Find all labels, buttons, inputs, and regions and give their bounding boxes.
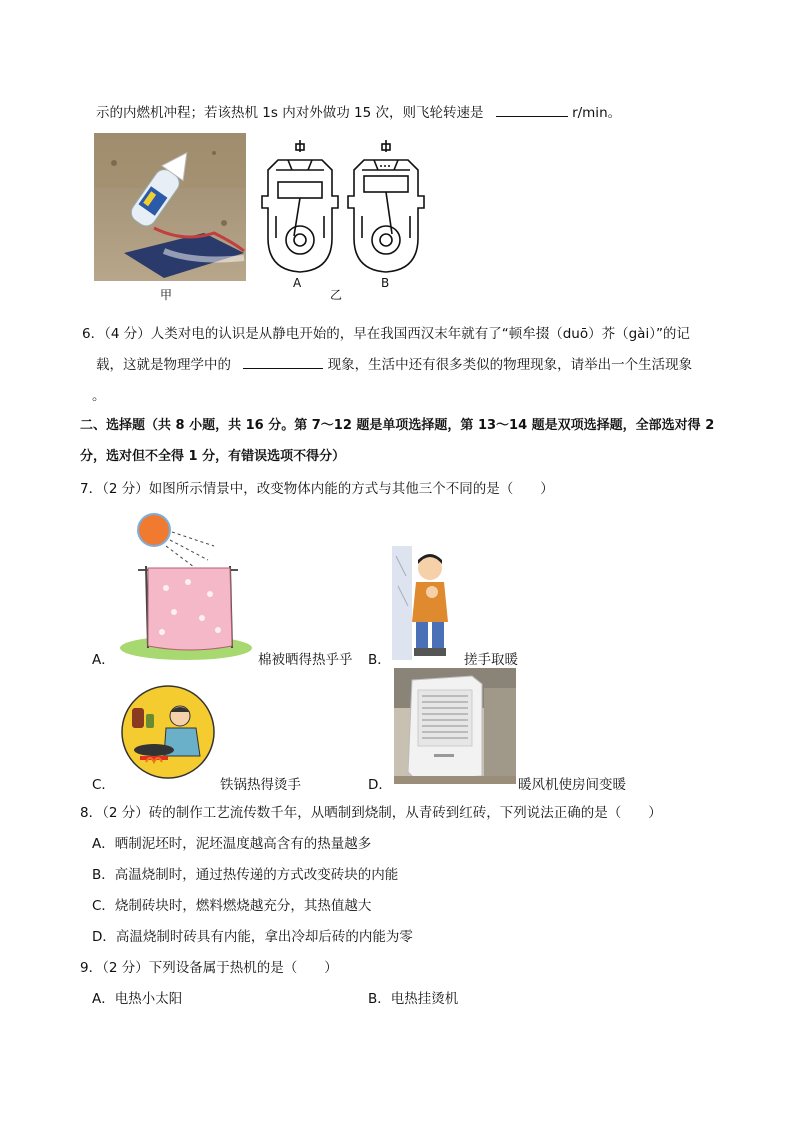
q8-option-d[interactable]: D．高温烧制时砖具有内能，拿出冷却后砖的内能为零 [92, 929, 413, 945]
figure-yi-engine-diagrams [258, 138, 434, 278]
section2-header-line1: 二、选择题（共 8 小题，共 16 分。第 7～12 题是单项选择题，第 13～14 题是双项选择题，全部选对得 2 [80, 418, 715, 433]
figure-label-b: B [381, 276, 390, 290]
q7-option-c-letter[interactable]: C． [92, 777, 115, 793]
q6-text-before: 载，这就是物理学中的 [96, 357, 231, 373]
q7-option-d-image [394, 668, 516, 784]
figure-label-yi: 乙 [330, 288, 343, 302]
q5-answer-blank[interactable] [496, 102, 568, 117]
figure-label-a: A [293, 276, 302, 290]
q5-text: 示的内燃机冲程；若该热机 1s 内对外做功 15 次，则飞轮转速是 [96, 105, 484, 121]
q7-stem: 7．（2 分）如图所示情景中，改变物体内能的方式与其他三个不同的是（ ） [80, 481, 554, 497]
figure-label-jia: 甲 [160, 288, 173, 302]
q7-option-b-letter[interactable]: B． [368, 652, 391, 668]
cylinder-a-icon [262, 140, 338, 272]
quilt-sun-illustration [118, 508, 254, 660]
q6-answer-blank[interactable] [243, 354, 323, 369]
q7-option-a-letter[interactable]: A． [92, 652, 115, 668]
q7-option-a-caption: 棉被晒得热乎乎 [258, 652, 353, 668]
q7-option-b-caption: 搓手取暖 [464, 652, 518, 668]
q6-line3: 。 [92, 388, 106, 404]
q7-option-d-caption: 暖风机使房间变暖 [518, 777, 626, 793]
rocket-photo-illustration [94, 133, 246, 281]
q7-option-b-image [392, 546, 458, 660]
q8-option-c[interactable]: C．烧制砖块时，燃料燃烧越充分，其热值越大 [92, 898, 372, 914]
q8-option-a[interactable]: A．晒制泥坯时，泥坯温度越高含有的热量越多 [92, 836, 372, 852]
q9-stem: 9．（2 分）下列设备属于热机的是（ ） [80, 960, 338, 976]
cylinder-b-icon [348, 140, 424, 272]
q7-option-d-letter[interactable]: D． [368, 777, 392, 793]
q9-option-a[interactable]: A．电热小太阳 [92, 991, 183, 1007]
q5-tail-line [96, 101, 621, 121]
q6-line1: 6．（4 分）人类对电的认识是从静电开始的，早在我国西汉末年就有了“顿牟掇（duō）芥（gài）”的记 [82, 326, 690, 342]
q8-stem: 8．（2 分）砖的制作工艺流传数千年，从晒制到烧制，从青砖到红砖，下列说法正确的是（ ） [80, 805, 662, 821]
engine-cylinders-illustration [258, 138, 434, 278]
q8-option-b[interactable]: B．高温烧制时，通过热传递的方式改变砖块的内能 [92, 867, 399, 883]
fan-heater-illustration [394, 668, 516, 784]
boy-rubbing-hands-illustration [392, 546, 458, 660]
q7-option-c-image [120, 684, 216, 780]
q7-option-a-image [118, 508, 254, 660]
figure-jia-rocket-photo [94, 133, 246, 281]
q5-unit: r/min。 [572, 105, 622, 121]
iron-wok-cooking-illustration [120, 684, 216, 780]
q9-option-b[interactable]: B．电热挂烫机 [368, 991, 459, 1007]
q6-line2 [96, 353, 692, 373]
section2-header-line2: 分，选对但不全得 1 分，有错误选项不得分） [80, 449, 346, 464]
q7-option-c-caption: 铁锅热得烫手 [220, 777, 301, 793]
q6-text-after: 现象，生活中还有很多类似的物理现象，请举出一个生活现象 [327, 357, 693, 373]
